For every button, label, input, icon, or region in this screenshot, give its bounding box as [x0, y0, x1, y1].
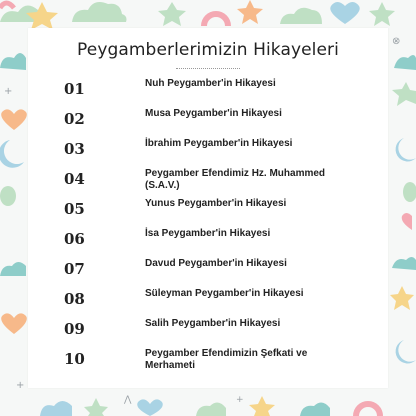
- heart-icon: [1, 313, 27, 334]
- rainbow-icon: [356, 404, 380, 416]
- item-number: 05: [64, 200, 85, 218]
- item-title: Musa Peygamber'in Hikayesi: [145, 108, 282, 119]
- item-number: 07: [64, 260, 85, 278]
- cloud-icon: [394, 55, 416, 70]
- item-number: 08: [64, 290, 85, 308]
- moon-icon: [0, 212, 24, 236]
- star-icon: [84, 398, 108, 416]
- cloud-icon: [392, 257, 416, 270]
- item-title: Nuh Peygamber'in Hikayesi: [145, 78, 276, 89]
- svg-text:⋀: ⋀: [124, 395, 132, 405]
- item-number: 01: [64, 80, 85, 98]
- star-icon: [390, 286, 414, 310]
- heart-icon: [1, 109, 27, 130]
- list-item: [28, 228, 388, 256]
- svg-text:+: +: [4, 86, 13, 97]
- item-title: Süleyman Peygamber'in Hikayesi: [145, 288, 304, 299]
- list-item: [28, 258, 388, 286]
- svg-text:+: +: [236, 395, 244, 405]
- moon-icon: [396, 138, 416, 161]
- list-item: [28, 78, 388, 106]
- item-number: 03: [64, 140, 85, 158]
- item-number: 06: [64, 230, 85, 248]
- content-card: [28, 28, 388, 388]
- item-number: 04: [64, 170, 85, 188]
- leaf-icon: [0, 186, 16, 206]
- cloud-icon: [300, 402, 330, 416]
- svg-text:⊗: ⊗: [392, 36, 401, 47]
- page-title: Peygamberlerimizin Hikayeleri: [77, 40, 339, 60]
- heart-icon: [330, 2, 359, 24]
- title-divider: [176, 68, 240, 69]
- item-number: 09: [64, 320, 85, 338]
- list-item: [28, 138, 388, 166]
- heart-icon: [137, 399, 163, 416]
- moon-icon: [396, 340, 416, 363]
- list-item: [28, 198, 388, 226]
- list-item: [28, 348, 388, 376]
- svg-text:+: +: [16, 380, 25, 391]
- cloud-icon: [40, 401, 72, 416]
- star-icon: [237, 0, 263, 24]
- list-item: [28, 108, 388, 136]
- heart-icon: [402, 213, 412, 230]
- item-title: Peygamber Efendimizin Şefkati ve Merhameti: [145, 348, 308, 371]
- item-number: 02: [64, 110, 85, 128]
- cloud-icon: [72, 2, 127, 22]
- item-title: Peygamber Efendimiz Hz. Muhammed (S.A.V.): [145, 168, 326, 191]
- moon-icon: [2, 346, 24, 372]
- rainbow-icon: [204, 14, 228, 26]
- list-item: [28, 318, 388, 346]
- item-title: Salih Peygamber'in Hikayesi: [145, 318, 281, 329]
- star-icon: [392, 82, 416, 106]
- cloud-icon: [0, 262, 26, 276]
- cloud-icon: [196, 402, 226, 416]
- leaf-icon: [403, 182, 416, 202]
- star-icon: [158, 2, 186, 26]
- cloud-icon: [0, 53, 26, 70]
- cloud-icon: [280, 8, 322, 24]
- moon-icon: [0, 140, 24, 168]
- item-title: İsa Peygamber'in Hikayesi: [145, 228, 271, 239]
- star-icon: [369, 2, 395, 26]
- item-title: Davud Peygamber'in Hikayesi: [145, 258, 287, 269]
- list-item: [28, 168, 388, 196]
- item-title: İbrahim Peygamber'in Hikayesi: [145, 138, 293, 149]
- item-number: 10: [64, 350, 85, 368]
- item-title: Yunus Peygamber'in Hikayesi: [145, 198, 287, 209]
- list-item: [28, 288, 388, 316]
- star-icon: [249, 396, 275, 416]
